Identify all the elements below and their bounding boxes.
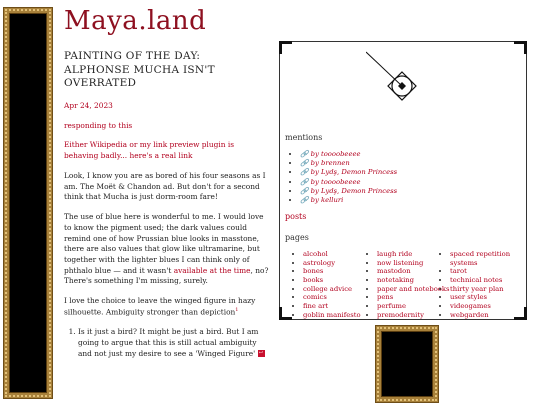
- sidebar-panel: [279, 41, 527, 320]
- paragraph-3: I love the choice to leave the winged figure in hazy silhouette. Ambiguity stronger than depiction$^1$: [64, 296, 256, 317]
- paragraph-2: The use of blue here is wonderful to me. I would love to know the pigment used; the dark values could remind one of how Prussian blue looks in masstone, there are also values that glow like ultramarine, but together with the lighter blues I can think only of phthalo blue — and it wasn't available at the time, no? There's something I'm missing, surely.: [64, 212, 269, 286]
- post-date-link[interactable]: Apr 24, 2023: [64, 100, 113, 110]
- page-item: [450, 293, 520, 302]
- site-title-link[interactable]: Maya.land: [64, 6, 207, 36]
- mentions-heading: mentions: [285, 133, 323, 142]
- mention-link[interactable]: 🔗 by Lydş, Demon Princess: [300, 186, 398, 195]
- footnotes: [64, 327, 269, 359]
- page-item: [450, 302, 520, 311]
- gilded-frame-bottom: [376, 326, 438, 402]
- mention-item: [300, 168, 397, 177]
- sundial-icon: [366, 44, 436, 124]
- page-link[interactable]: goblin manifesto: [303, 310, 361, 319]
- posts-link[interactable]: posts: [285, 212, 307, 221]
- page-link[interactable]: astrology: [303, 258, 336, 267]
- page-link[interactable]: comics: [303, 293, 327, 302]
- page-item: [377, 259, 450, 268]
- page-link[interactable]: college advice: [303, 284, 353, 293]
- page-item: [450, 311, 520, 320]
- page-link[interactable]: videogames: [450, 302, 491, 311]
- mention-item: [300, 150, 397, 159]
- page-item: [450, 285, 520, 294]
- page-link[interactable]: bones: [303, 267, 324, 276]
- wikipedia-note-link[interactable]: Either Wikipedia or my link preview plugin is behaving badly... here's a real link: [64, 140, 234, 161]
- page-item: [303, 276, 361, 285]
- page-item: [303, 259, 361, 268]
- paragraph-1: Look, I know you are as bored of his four seasons as I am. The Moët & Chandon ad. But don't for a second think that Mucha is just dorm-room fare!: [64, 170, 266, 202]
- mention-link[interactable]: 🔗 by brennen: [300, 159, 350, 168]
- page-link[interactable]: fine art: [303, 302, 329, 311]
- page-link[interactable]: webgarden: [450, 310, 489, 319]
- page-item: [303, 293, 361, 302]
- mention-item: [300, 178, 397, 187]
- page-item: [450, 250, 520, 267]
- available-link[interactable]: available at the time: [173, 265, 251, 275]
- page-link[interactable]: tarot: [450, 267, 467, 276]
- page-item: [303, 250, 361, 259]
- pages-list-col-3: [441, 250, 520, 320]
- page-link[interactable]: pens: [377, 293, 394, 302]
- page-link[interactable]: user styles: [450, 293, 488, 302]
- gilded-frame-left: [4, 8, 52, 398]
- footnote-ref[interactable]: 1: [235, 306, 239, 313]
- responding-to-link[interactable]: responding to this: [64, 120, 133, 130]
- page-link[interactable]: premodernity: [377, 310, 424, 319]
- page-link[interactable]: alcohol: [303, 250, 328, 258]
- page-item: [303, 285, 361, 294]
- post-content: [64, 50, 269, 359]
- pages-list-col-1: [294, 250, 361, 320]
- page-link[interactable]: now listening: [377, 258, 424, 267]
- mention-link[interactable]: 🔗 by toooobeeee: [300, 150, 361, 158]
- mention-item: [300, 159, 397, 168]
- page-item: [450, 276, 520, 285]
- page-link[interactable]: books: [303, 276, 324, 285]
- mentions-list: [300, 150, 397, 205]
- pages-heading: pages: [285, 233, 309, 242]
- page-link[interactable]: notetaking: [377, 276, 415, 285]
- page-link[interactable]: spaced repetition systems: [450, 250, 511, 267]
- post-title: PAINTING OF THE DAY: ALPHONSE MUCHA ISN'T OVERRATED: [64, 50, 215, 90]
- mention-link[interactable]: 🔗 by kelluri: [300, 195, 344, 204]
- page-link[interactable]: laugh ride: [377, 250, 413, 258]
- corner-ornament: [514, 41, 527, 54]
- page-item: [303, 311, 361, 320]
- mention-link[interactable]: 🔗 by Lydş, Demon Princess: [300, 168, 398, 177]
- footnote-item: 1. Is it just a bird? It might be just a bird. But I am going to argue that this is still actual ambiguity and not just my desire to see a 'Winged Figure' ↩: [78, 327, 269, 359]
- mention-link[interactable]: 🔗 by toooobeeee: [300, 177, 361, 186]
- page-link[interactable]: thirty year plan: [450, 284, 504, 293]
- mention-item: [300, 187, 397, 196]
- page-link[interactable]: paper and notebooks: [377, 284, 450, 293]
- mention-item: [300, 196, 397, 205]
- page-link[interactable]: mastodon: [377, 267, 411, 276]
- footnote-return-icon[interactable]: ↩: [258, 350, 264, 357]
- page-item: [303, 302, 361, 311]
- page-link[interactable]: technical notes: [450, 276, 503, 285]
- corner-ornament: [279, 41, 292, 54]
- page-item: [303, 267, 361, 276]
- page-link[interactable]: perfume: [377, 302, 406, 311]
- page-item: [450, 267, 520, 276]
